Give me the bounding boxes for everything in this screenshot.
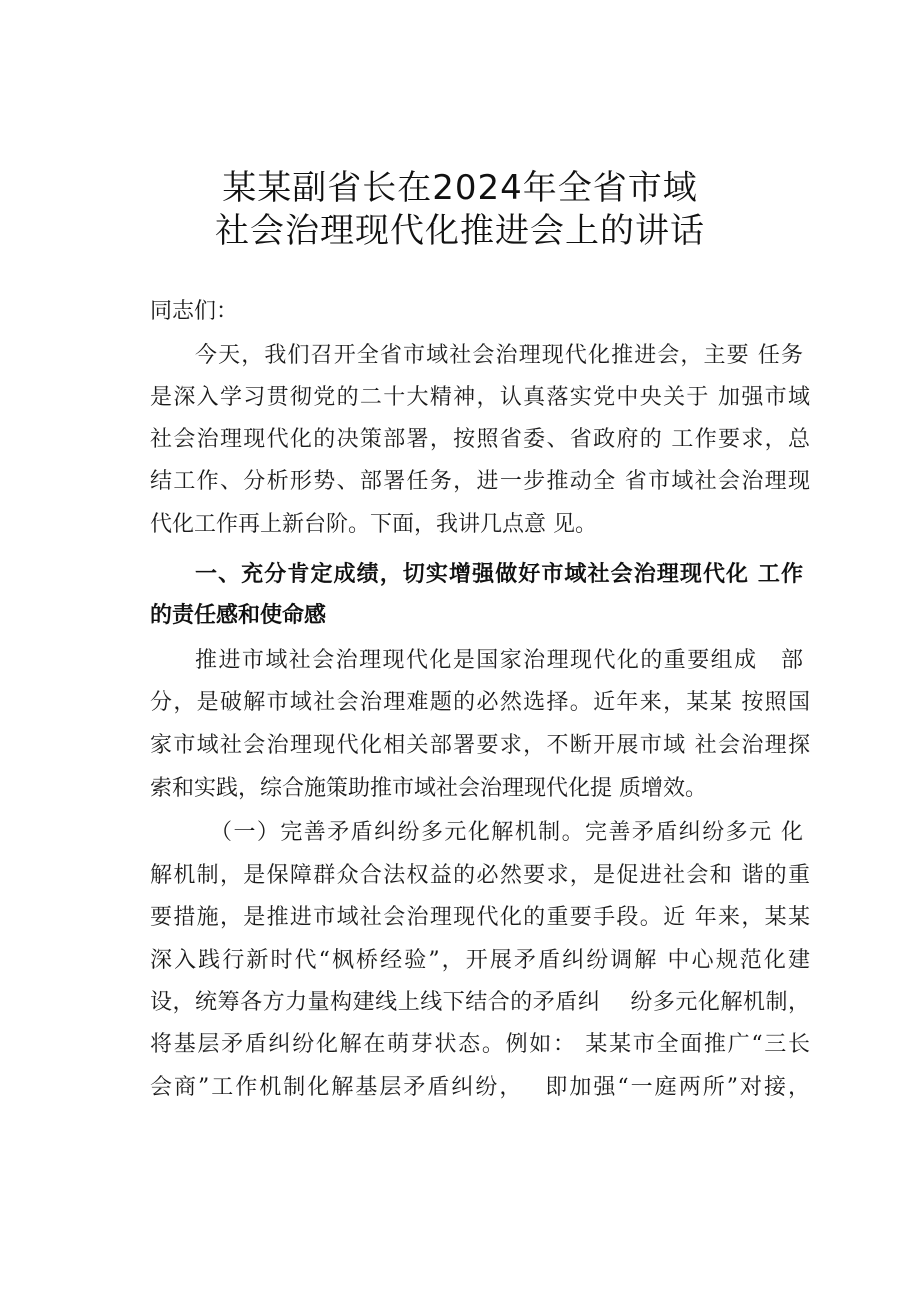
paragraph-line: 要措施，是推进市域社会治理现代化的重要手段。近 年来，某某 <box>150 905 810 930</box>
salutation: 同志们： <box>150 299 239 324</box>
paragraph-line: 解机制，是保障群众合法权益的必然要求，是促进社会和 谐的重 <box>150 863 810 888</box>
paragraph-line: 是深入学习贯彻党的二十大精神，认真落实党中央关于 加强市域 <box>150 385 810 410</box>
document-title-line-1: 某某副省长在2024年全省市域 <box>222 168 698 208</box>
paragraph-line: 将基层矛盾纠纷化解在萌芽状态。例如： 某某市全面推广“三长 <box>150 1032 810 1057</box>
paragraph-line: 会商”工作机制化解基层矛盾纠纷， 即加强“一庭两所”对接， <box>150 1075 810 1100</box>
section-heading-line: 的责任感和使命感 <box>150 603 327 628</box>
paragraph-line: 结工作、分析形势、部署任务，进一步推动全 省市域社会治理现 <box>150 469 810 494</box>
paragraph-line: 索和实践，综合施策助推市域社会治理现代化提 质增效。 <box>150 776 707 801</box>
paragraph-line: 设，统筹各方力量构建线上线下结合的矛盾纠 纷多元化解机制， <box>150 990 810 1015</box>
paragraph-line: （一）完善矛盾纠纷多元化解机制。完善矛盾纠纷多元 化 <box>210 820 803 845</box>
paragraph-line: 社会治理现代化的决策部署，按照省委、省政府的 工作要求，总 <box>150 427 810 452</box>
paragraph-line: 分，是破解市域社会治理难题的必然选择。近年来，某某 按照国 <box>150 690 810 715</box>
section-heading-line: 一、充分肯定成绩，切实增强做好市域社会治理现代化 工作 <box>195 562 803 587</box>
paragraph-line: 代化工作再上新台阶。下面，我讲几点意 见。 <box>150 512 597 537</box>
paragraph-line: 家市域社会治理现代化相关部署要求，不断开展市域 社会治理探 <box>150 733 810 758</box>
paragraph-line: 深入践行新时代“枫桥经验”，开展矛盾纠纷调解 中心规范化建 <box>150 948 810 973</box>
document-title-line-2: 社会治理现代化推进会上的讲话 <box>215 211 705 251</box>
paragraph-line: 今天，我们召开全省市域社会治理现代化推进会，主要 任务 <box>195 343 803 368</box>
paragraph-line: 推进市域社会治理现代化是国家治理现代化的重要组成 部 <box>195 648 803 673</box>
